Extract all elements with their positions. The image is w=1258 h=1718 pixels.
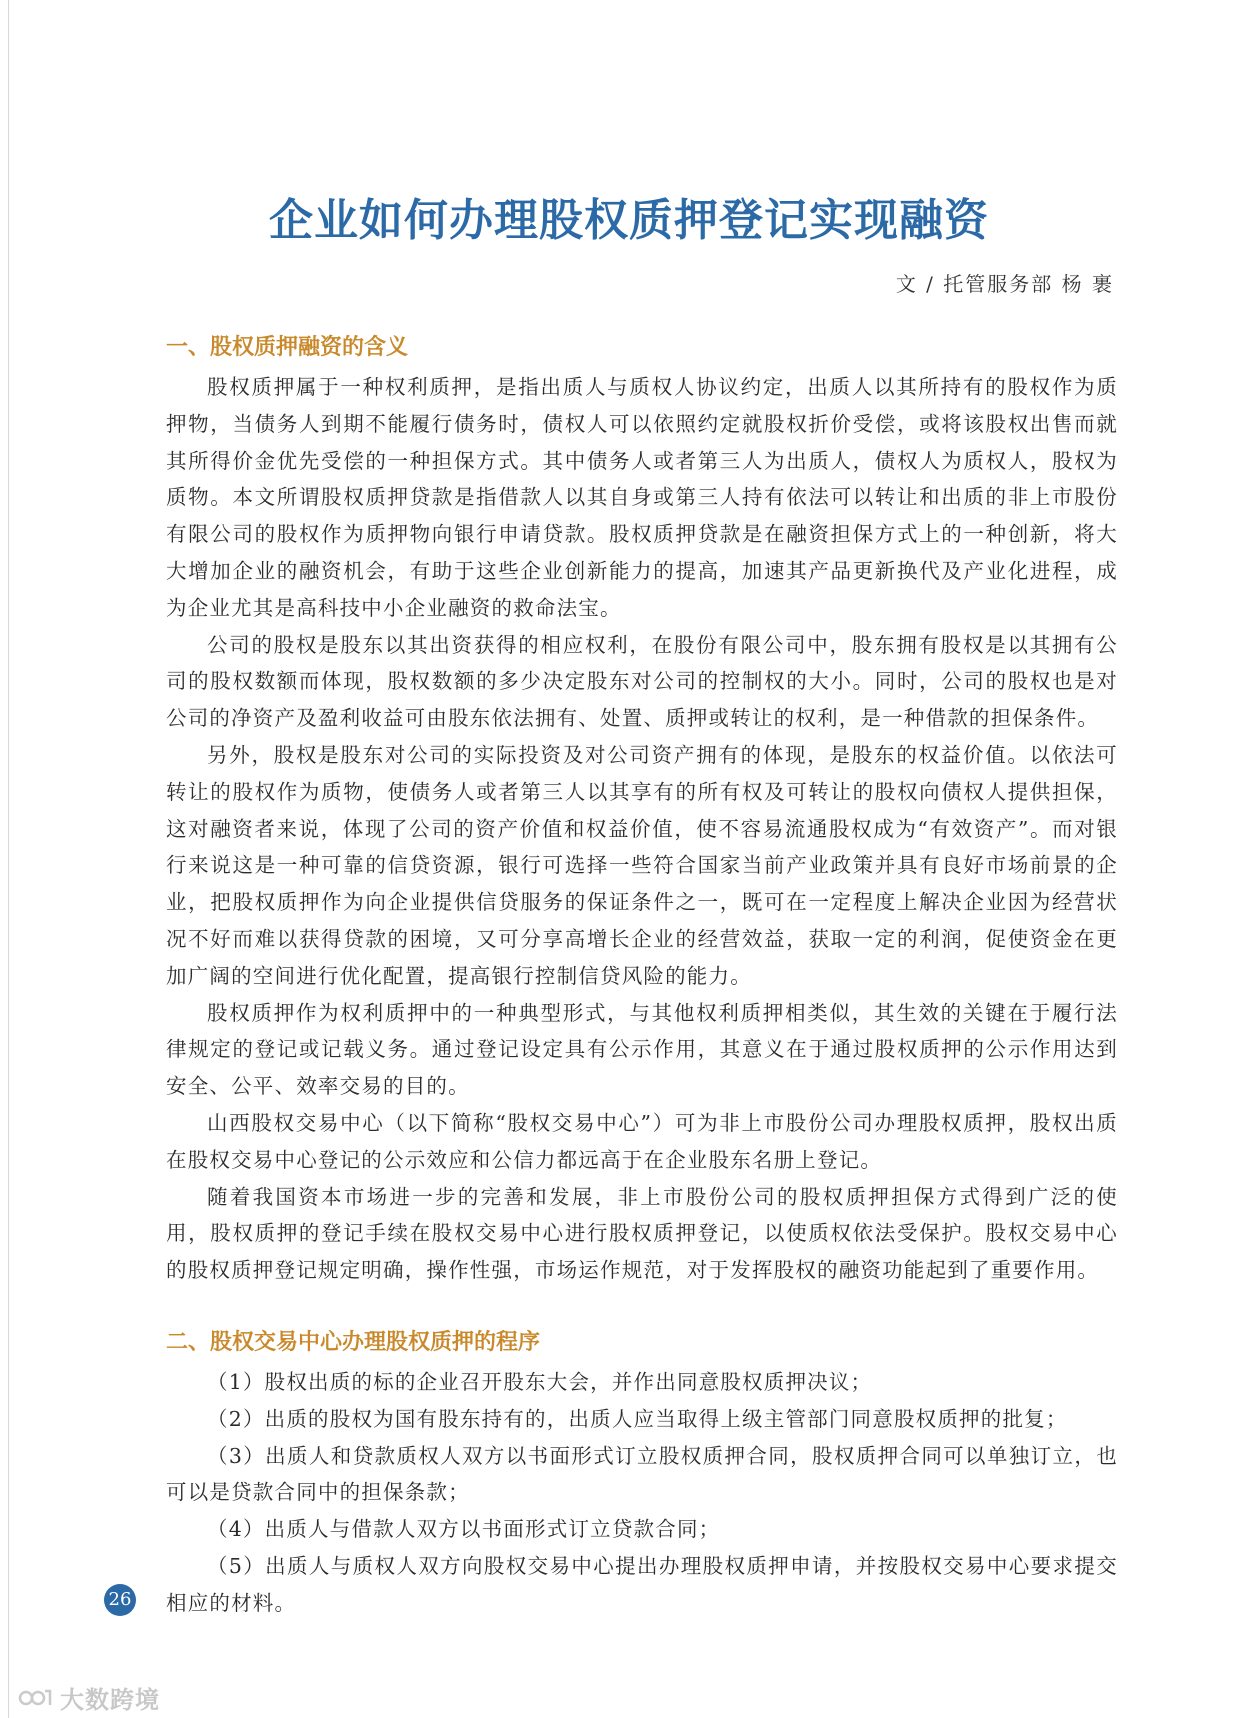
procedure-step: （3）出质人和贷款质权人双方以书面形式订立股权质押合同，股权质押合同可以单独订立，也可以是贷款合同中的担保条款； — [166, 1443, 1118, 1505]
procedure-step: （5）出质人与质权人双方向股权交易中心提出办理股权质押申请，并按股权交易中心要求提交相应的材料。 — [166, 1553, 1118, 1615]
article-body — [166, 330, 1118, 1622]
procedure-step: （2）出质的股权为国有股东持有的，出质人应当取得上级主管部门同意股权质押的批复； — [207, 1406, 1068, 1431]
paragraph: 公司的股权是股东以其出资获得的相应权利，在股份有限公司中，股东拥有股权是以其拥有公司的股权数额而体现，股权数额的多少决定股东对公司的控制权的大小。同时，公司的股权也是对公司的净资产及盈利收益可由股东依法拥有、处置、质押或转让的权利，是一种借款的担保条件。 — [166, 632, 1118, 731]
section-heading-procedure: 二、股权交易中心办理股权质押的程序 — [166, 1329, 541, 1355]
paragraph: 另外，股权是股东对公司的实际投资及对公司资产拥有的体现，是股东的权益价值。以依法可转让的股权作为质物，使债务人或者第三人以其享有的所有权及可转让的股权向债权人提供担保，这对融资者来说，体现了公司的资产价值和权益价值，使不容易流通股权成为“有效资产”。而对银行来说这是一种可靠的信贷资源，银行可选择一些符合国家当前产业政策并具有良好市场前景的企业，把股权质押作为向企业提供信贷服务的保证条件之一，既可在一定程度上解决企业因为经营状况不好而难以获得贷款的困境，又可分享高增长企业的经营效益，获取一定的利润，促使资金在更加广阔的空间进行优化配置，提高银行控制信贷风险的能力。 — [166, 742, 1118, 988]
procedure-step: （4）出质人与借款人双方以书面形式订立贷款合同； — [207, 1517, 721, 1542]
section-heading-meaning: 一、股权质押融资的含义 — [166, 335, 409, 360]
paragraph: 股权质押作为权利质押中的一种典型形式，与其他权利质押相类似，其生效的关键在于履行法律规定的登记或记载义务。通过登记设定具有公示作用，其意义在于通过股权质押的公示作用达到安全、公平、效率交易的目的。 — [166, 1000, 1118, 1099]
procedure-step: （1）股权出质的标的企业召开股东大会，并作出同意股权质押决议； — [207, 1369, 873, 1394]
watermark-text: 大数跨境 — [60, 1686, 160, 1714]
brand-logo-icon — [18, 1687, 52, 1709]
article-title: 企业如何办理股权质押登记实现融资 — [269, 195, 989, 246]
page-edge — [8, 0, 9, 1718]
article-byline: 文 / 托管服务部 杨 裹 — [895, 272, 1114, 296]
paragraph: 山西股权交易中心（以下简称“股权交易中心”）可为非上市股份公司办理股权质押，股权出质在股权交易中心登记的公示效应和公信力都远高于在企业股东名册上登记。 — [166, 1110, 1118, 1172]
paragraph: 随着我国资本市场进一步的完善和发展，非上市股份公司的股权质押担保方式得到广泛的使用，股权质押的登记手续在股权交易中心进行股权质押登记，以使质权依法受保护。股权交易中心的股权质押登记规定明确，操作性强，市场运作规范，对于发挥股权的融资功能起到了重要作用。 — [166, 1184, 1118, 1283]
paragraph: 股权质押属于一种权利质押，是指出质人与质权人协议约定，出质人以其所持有的股权作为质押物，当债务人到期不能履行债务时，债权人可以依照约定就股权折价受偿，或将该股权出售而就其所得价金优先受偿的一种担保方式。其中债务人或者第三人为出质人，债权人为质权人，股权为质物。本文所谓股权质押贷款是指借款人以其自身或第三人持有依法可以转让和出质的非上市股份有限公司的股权作为质押物向银行申请贷款。股权质押贷款是在融资担保方式上的一种创新，将大大增加企业的融资机会，有助于这些企业创新能力的提高，加速其产品更新换代及产业化进程，成为企业尤其是高科技中小企业融资的救命法宝。 — [166, 375, 1118, 620]
page-number-badge: 26 — [104, 1584, 136, 1616]
watermark — [18, 1680, 160, 1715]
